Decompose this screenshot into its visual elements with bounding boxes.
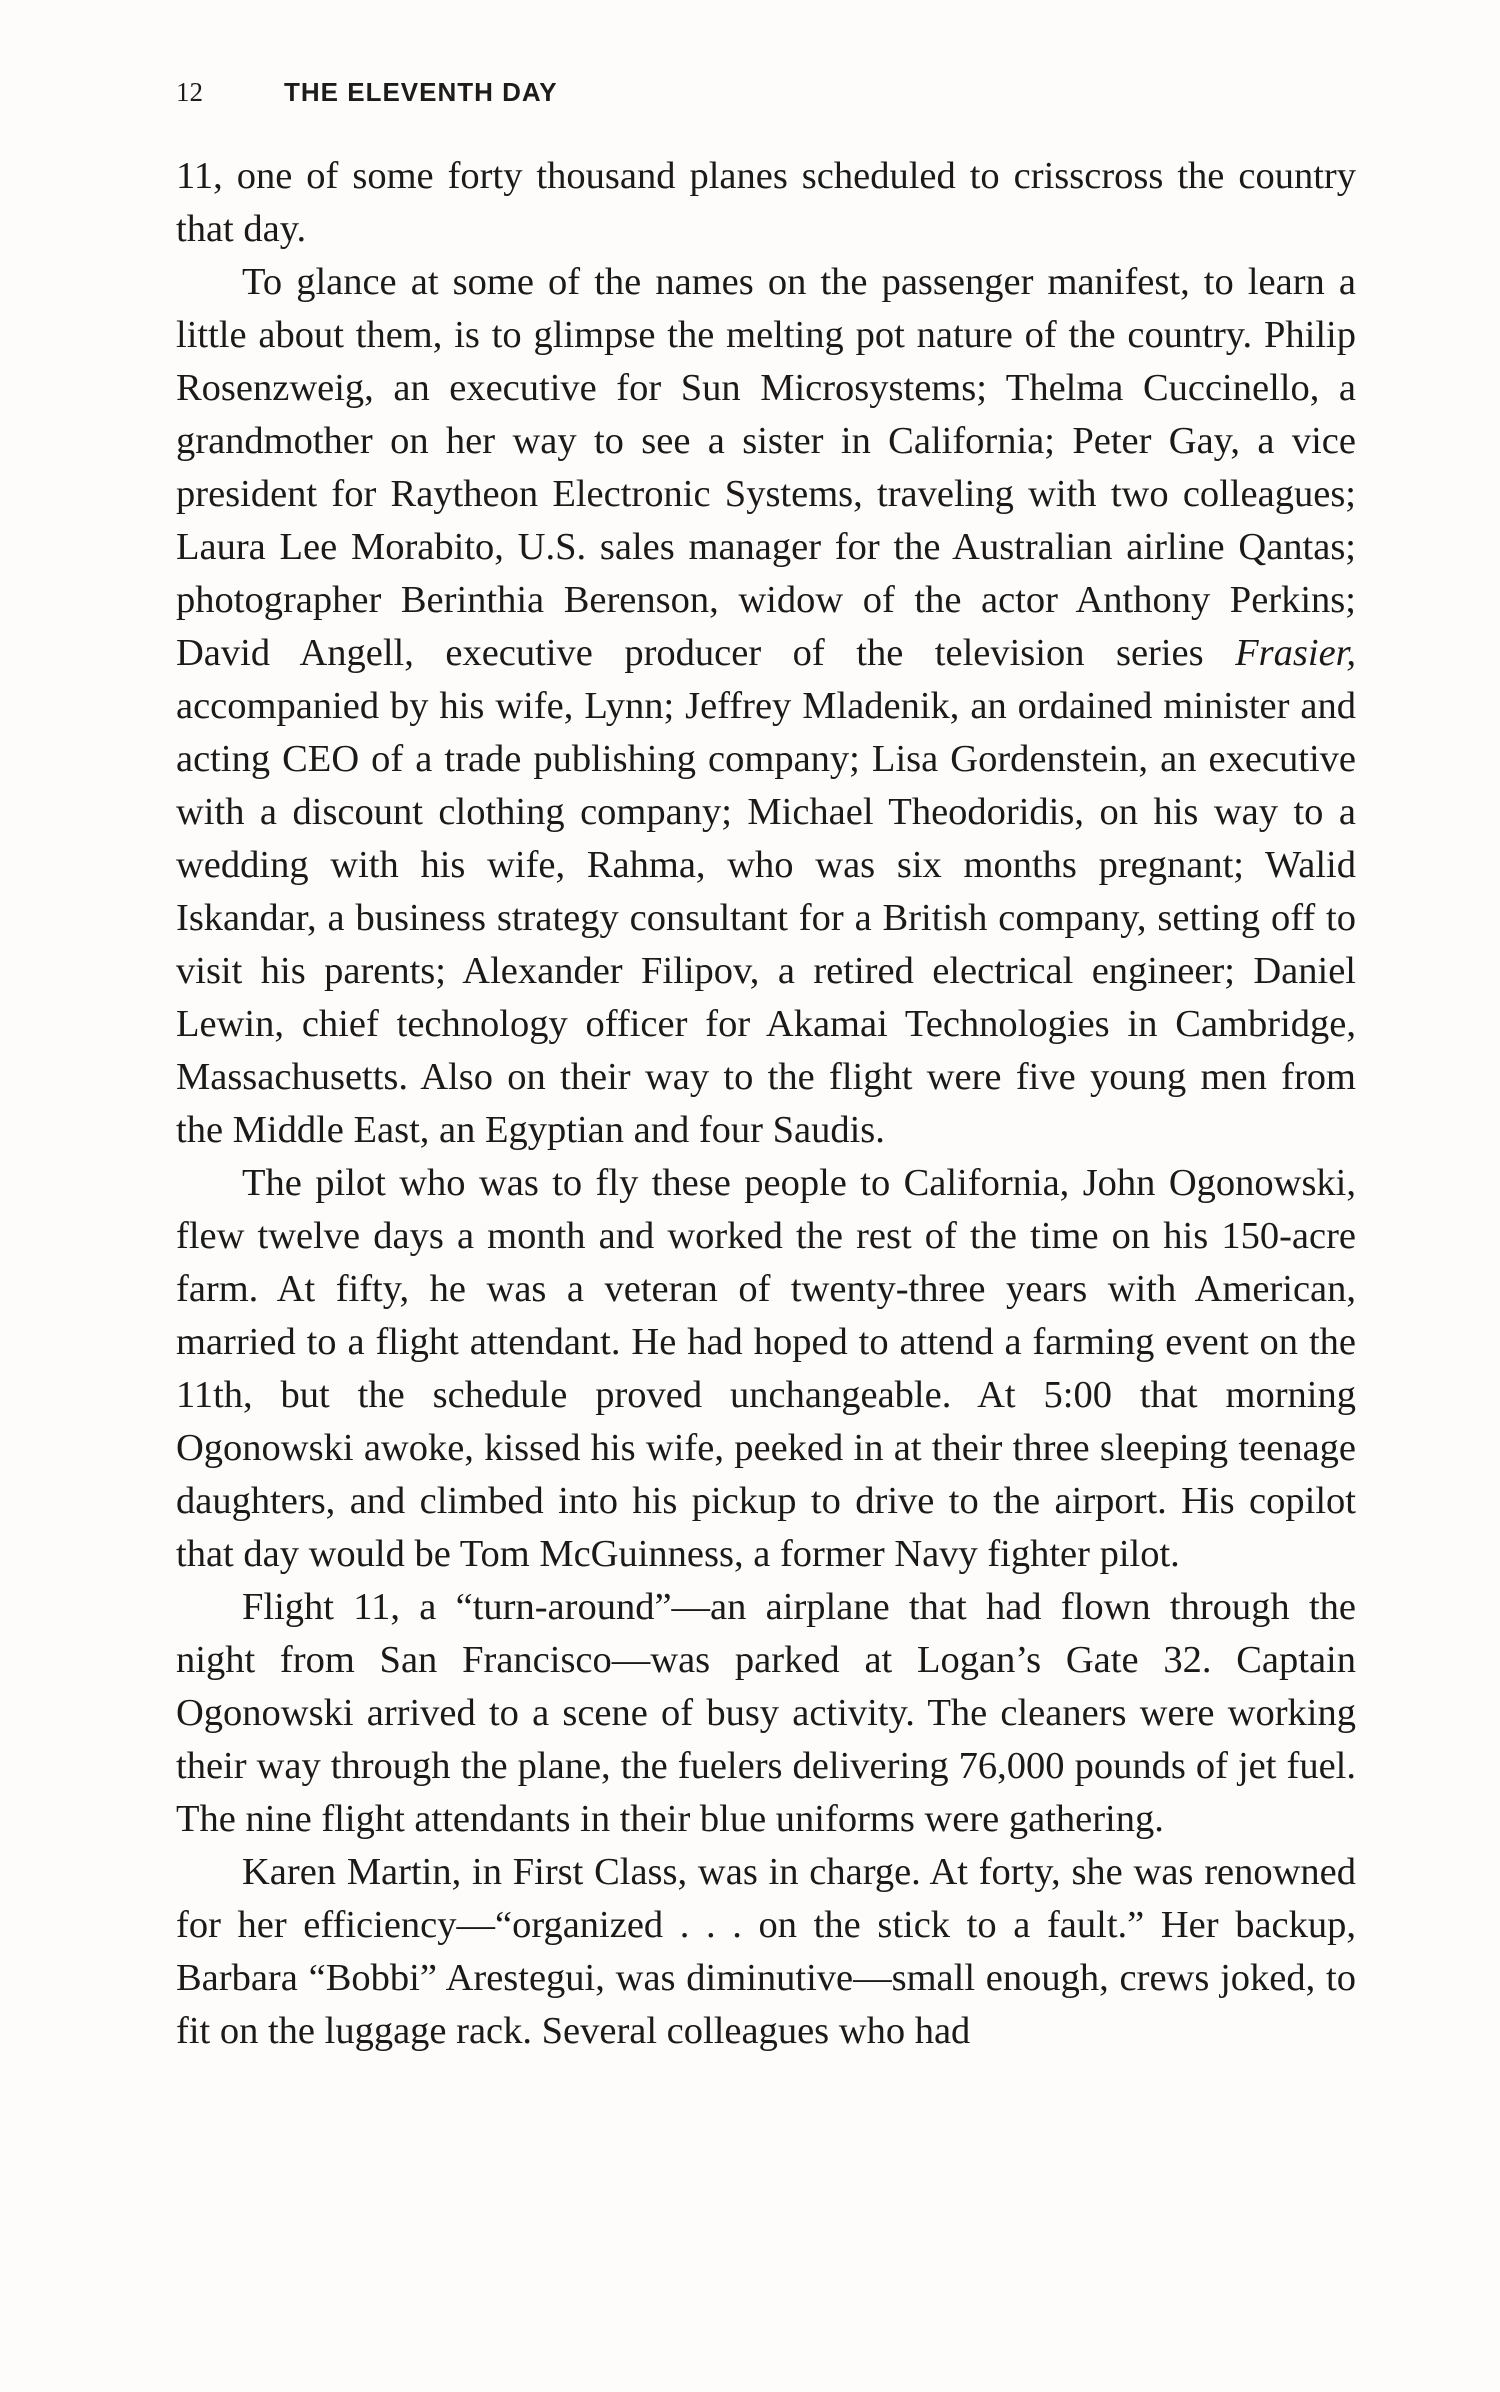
paragraph-4: Flight 11, a “turn-around”—an airplane that had flown through the night from San Francisco—was parked at Logan’s Gate 32. Captain Ogonowski arrived to a scene of busy activity. The cleaners were working their way through the plane, the fuelers delivering 76,000 pounds of jet fuel. The nine flight attendants in their blue uniforms were gathering. <box>176 1586 1356 1840</box>
paragraph-2 <box>176 256 1356 1157</box>
running-head <box>176 72 1356 112</box>
paragraph-2-text-start: To glance at some of the names on the passenger manifest, to learn a little about them, is to glimpse the melting pot nature of the country. Philip Rosenzweig, an executive for Sun Microsystems; Thelma Cuccinello, a grandmother on her way to see a sister in California; Peter Gay, a vice president for Raytheon Electronic Systems, traveling with two colleagues; Laura Lee Morabito, U.S. sales manager for the Australian airline Qantas; photographer Berinthia Berenson, widow of the actor Anthony Perkins; David Angell, executive producer of the television series <box>176 261 1356 674</box>
paragraph-3: The pilot who was to fly these people to California, John Ogonowski, flew twelve days a month and worked the rest of the time on his 150-acre farm. At fifty, he was a veteran of twenty-three years with American, married to a flight attendant. He had hoped to attend a farming event on the 11th, but the schedule proved unchangeable. At 5:00 that morning Ogonowski awoke, kissed his wife, peeked in at their three sleeping teenage daughters, and climbed into his pickup to drive to the airport. His copilot that day would be Tom McGuinness, a former Navy fighter pilot. <box>176 1162 1356 1575</box>
body-text <box>176 150 1356 2058</box>
page-number: 12 <box>176 77 203 107</box>
paragraph-5: Karen Martin, in First Class, was in charge. At forty, she was renowned for her efficiency—“organized . . . on the stick to a fault.” Her backup, Barbara “Bobbi” Arestegui, was diminutive—small enough, crews joked, to fit on the luggage rack. Several colleagues who had <box>176 1851 1356 2052</box>
book-title: THE ELEVENTH DAY <box>284 77 558 107</box>
paragraph-1: 11, one of some forty thousand planes scheduled to crisscross the country that day. <box>176 155 1356 250</box>
paragraph-2-text-end: accompanied by his wife, Lynn; Jeffrey Mladenik, an ordained minister and acting CEO of a trade publishing company; Lisa Gordenstein, an executive with a discount clothing company; Michael Theodoridis, on his way to a wedding with his wife, Rahma, who was six months pregnant; Walid Iskandar, a business strategy consultant for a British company, setting off to visit his parents; Alexander Filipov, a retired electrical engineer; Daniel Lewin, chief technology officer for Akamai Technologies in Cambridge, Massachusetts. Also on their way to the flight were five young men from the Middle East, an Egyptian and four Saudis. <box>176 685 1356 1151</box>
frasier-title: Frasier, <box>1235 632 1356 674</box>
